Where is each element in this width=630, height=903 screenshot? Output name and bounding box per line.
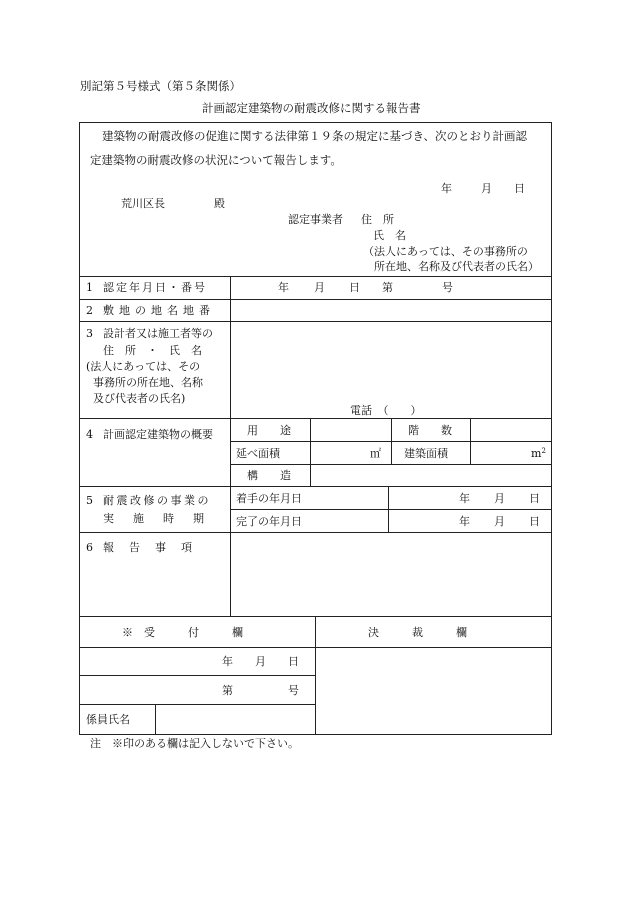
row3-label-3: (法人にあっては、その <box>86 360 201 373</box>
name-label: 氏 名 <box>373 229 406 242</box>
rule-row4-col-c <box>470 418 471 464</box>
reception-date: 年 月 日 <box>222 655 299 668</box>
row3-label-1: 設計者又は施工者等の <box>103 327 213 340</box>
report-date-month: 月 <box>481 182 492 195</box>
row5-end-label: 完了の年月日 <box>236 515 302 528</box>
row5-end-year: 年 <box>459 515 470 528</box>
row4-building-area-unit-sup: 2 <box>541 447 546 455</box>
row2-label: 敷地の地名地番 <box>103 304 215 317</box>
row4-floors-label: 階 数 <box>408 424 452 437</box>
rule-row4-inner-2 <box>230 464 552 465</box>
rule-row4-col-b <box>391 418 392 464</box>
addressee: 荒川区長 <box>121 197 165 210</box>
row5-start-month: 月 <box>494 492 505 505</box>
rule-row4-top <box>79 418 552 419</box>
report-date-year: 年 <box>441 182 452 195</box>
footnote: 注 ※印のある欄は記入しないで下さい。 <box>90 737 299 750</box>
form-id: 別記第５号様式（第５条関係） <box>80 79 241 93</box>
row4-label: 計画認定建築物の概要 <box>103 428 213 441</box>
row3-label-4: 事務所の所在地、名称 <box>93 376 203 389</box>
reception-number: 第 号 <box>222 684 299 697</box>
rule-row6-top <box>79 532 552 533</box>
operator-label: 認定事業者 <box>288 213 343 226</box>
rule-reception-no-bottom <box>79 704 315 705</box>
row1-number-suffix: 号 <box>442 281 453 294</box>
row1-number-prefix: 第 <box>382 281 393 294</box>
row4-total-area-unit: ㎡ <box>370 447 381 460</box>
address-label: 住 所 <box>361 213 394 226</box>
corporate-note-1: （法人にあっては、その事務所の <box>363 245 528 258</box>
rule-reception-date-bottom <box>79 675 315 676</box>
row2-number: 2 <box>86 304 93 317</box>
staff-name-label: 係員氏名 <box>86 713 130 726</box>
rule-reception-decision-divider <box>315 616 316 735</box>
row5-label-2: 実 施 時 期 <box>103 512 208 525</box>
row3-phone: 電話 （ ） <box>350 404 422 417</box>
row1-number: 1 <box>86 281 93 294</box>
row4-building-area-label: 建築面積 <box>404 447 448 460</box>
intro-line-2: 定建築物の耐震改修の状況について報告します。 <box>90 153 342 167</box>
report-date-day: 日 <box>514 182 525 195</box>
document-title: 計画認定建築物の耐震改修に関する報告書 <box>202 101 421 115</box>
row5-start-day: 日 <box>529 492 540 505</box>
row5-start-year: 年 <box>459 492 470 505</box>
row4-structure-label: 構 造 <box>247 469 291 482</box>
row3-number: 3 <box>86 327 93 340</box>
reception-title: ※ 受 付 欄 <box>122 626 243 639</box>
rule-row4-col-a <box>310 418 311 486</box>
row5-start-label: 着手の年月日 <box>236 492 302 505</box>
corporate-note-2: 所在地、名称及び代表者の氏名） <box>374 260 539 273</box>
rule-row3-top <box>79 321 552 322</box>
row1-day: 日 <box>349 281 360 294</box>
rule-row5-col <box>388 486 389 532</box>
row4-building-area-unit-base: m <box>531 447 542 460</box>
row4-use-label: 用 途 <box>247 424 291 437</box>
row4-number: 4 <box>86 428 93 441</box>
row5-end-month: 月 <box>494 515 505 528</box>
rule-row5-top <box>79 486 552 487</box>
rule-staff-divider <box>155 704 156 735</box>
rule-label-column <box>230 276 231 616</box>
row6-label: 報 告 事 項 <box>103 541 194 554</box>
rule-row5-inner <box>230 509 552 510</box>
row5-label-1: 耐震改修の事業の <box>103 494 211 507</box>
decision-title: 決 裁 欄 <box>368 626 467 639</box>
rule-row1-top <box>79 276 552 277</box>
addressee-honorific: 殿 <box>214 197 225 210</box>
rule-row2-top <box>79 299 552 300</box>
row4-building-area-unit <box>531 448 546 459</box>
row1-year: 年 <box>278 281 289 294</box>
row4-total-area-label: 延べ面積 <box>236 447 280 460</box>
intro-line-1: 建築物の耐震改修の促進に関する法律第１９条の規定に基づき、次のとおり計画認 <box>102 129 528 143</box>
row1-month: 月 <box>314 281 325 294</box>
row6-number: 6 <box>86 541 93 554</box>
row5-end-day: 日 <box>529 515 540 528</box>
row3-label-5: 及び代表者の氏名) <box>93 392 186 405</box>
row5-number: 5 <box>86 494 93 507</box>
row3-label-2: 住 所 ・ 氏 名 <box>103 344 202 357</box>
row1-label: 認定年月日・番号 <box>103 281 207 294</box>
